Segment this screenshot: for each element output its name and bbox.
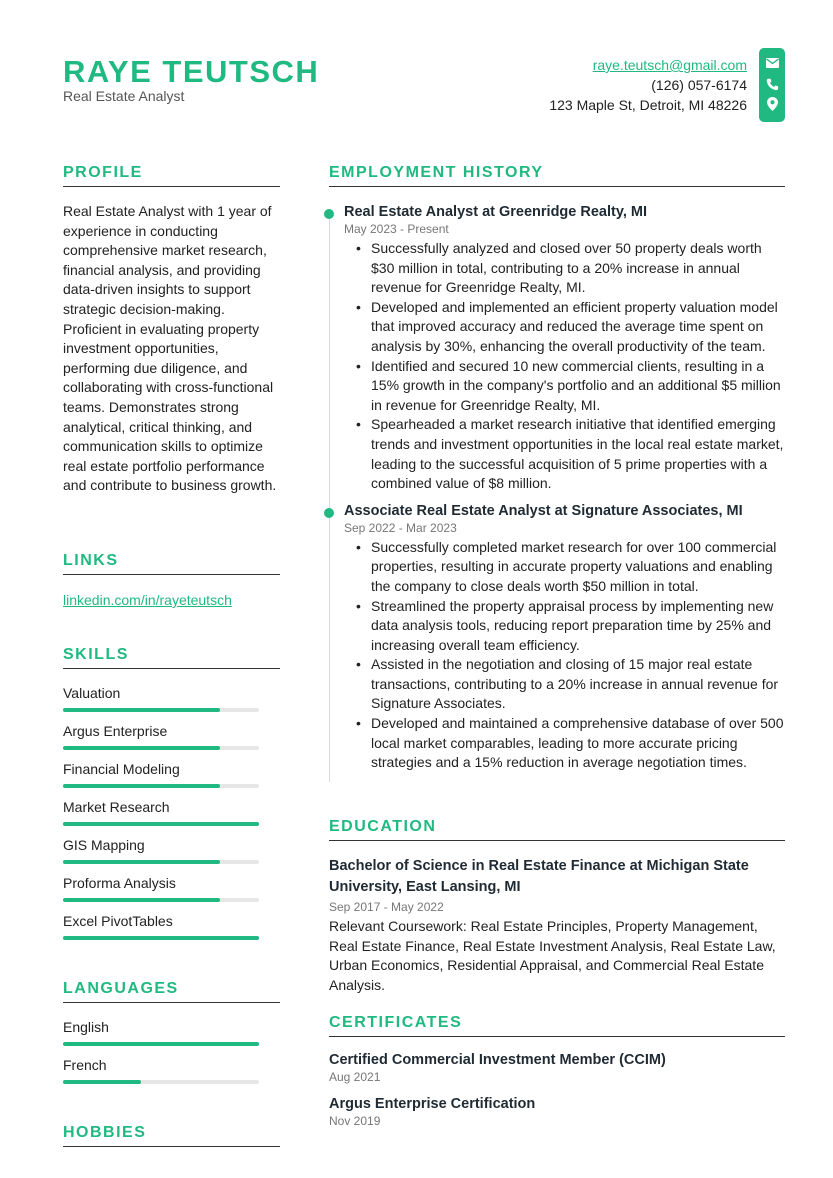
skill-label: Financial Modeling (63, 761, 180, 777)
skill-level-track (63, 708, 259, 712)
language-label: French (63, 1057, 107, 1073)
skill-label: Market Research (63, 799, 170, 815)
language-item (63, 1057, 280, 1095)
job-date: May 2023 - Present (344, 222, 449, 236)
candidate-role: Real Estate Analyst (63, 88, 185, 104)
skill-label: GIS Mapping (63, 837, 145, 853)
education-heading: EDUCATION (329, 818, 785, 841)
certificates-heading: CERTIFICATES (329, 1014, 785, 1037)
skill-level-fill (63, 746, 220, 750)
languages-section (63, 980, 280, 1095)
job-title: Associate Real Estate Analyst at Signature Associates, MI (344, 502, 743, 519)
certificate-entry (329, 1052, 785, 1084)
location-pin-icon (763, 95, 781, 113)
job-bullet: • Successfully analyzed and closed over 50 property deals worth $30 million in total, contributing to a 20% increase in annual revenue for Greenridge Realty, MI. (344, 239, 785, 298)
job-bullet: • Successfully completed market research for over 100 commercial properties, resulting in accurate property valuations and enabling the company to close deals worth $50 million in total. (344, 538, 785, 597)
job-entry (329, 503, 785, 773)
skill-level-track (63, 746, 259, 750)
skill-level-track (63, 860, 259, 864)
degree-title: Bachelor of Science in Real Estate Finance at Michigan State University, East Lansing, MI (329, 858, 749, 895)
education-date: Sep 2017 - May 2022 (329, 900, 444, 914)
skill-level-track (63, 784, 259, 788)
timeline-dot (324, 209, 334, 219)
profile-text: Real Estate Analyst with 1 year of experience in conducting comprehensive market research, financial analysis, and providing data-driven insights to support strategic decision-making. Proficient in evaluating property investment opportunities, performing due diligence, and collaborating with cross-functional teams. Demonstrates strong analytical, critical thinking, and communication skills to optimize real estate portfolio performance and contribute to business growth. (63, 203, 277, 494)
language-level-fill (63, 1042, 259, 1046)
skill-level-fill (63, 822, 259, 826)
candidate-name: RAYE TEUTSCH (63, 54, 320, 89)
language-level-fill (63, 1080, 141, 1084)
resume-header (0, 0, 833, 140)
skill-label: Proforma Analysis (63, 875, 176, 891)
profile-section (63, 164, 280, 496)
skill-item (63, 913, 280, 951)
skill-level-fill (63, 860, 220, 864)
language-label: English (63, 1019, 109, 1035)
skill-level-fill (63, 936, 259, 940)
contact-icon-bar (759, 48, 785, 122)
job-bullet: • Spearheaded a market research initiative that identified emerging trends and investment opportunities in the local real estate market, leading to the successful acquisition of 5 prime properties with a combined value of $8 million. (344, 415, 785, 493)
language-item (63, 1019, 280, 1057)
skills-section (63, 646, 280, 951)
education-section (329, 818, 785, 995)
skill-label: Valuation (63, 685, 121, 701)
skill-item (63, 875, 280, 913)
skill-item (63, 761, 280, 799)
certificates-section (329, 1014, 785, 1128)
hobbies-heading: HOBBIES (63, 1124, 280, 1147)
job-bullet: • Developed and maintained a comprehensive database of over 500 local market comparables, leading to more accurate pricing strategies and a 15% reduction in average negotiation times. (344, 714, 785, 773)
education-description: Relevant Coursework: Real Estate Principles, Property Management, Real Estate Finance, Real Estate Investment Analysis, Real Estate Law, Urban Economics, Residential Appraisal, and Commercial Real Estate Analysis. (329, 918, 776, 993)
language-level-track (63, 1080, 259, 1084)
job-bullets (344, 239, 785, 494)
skill-level-fill (63, 784, 220, 788)
job-entry (329, 204, 785, 494)
certificate-entry (329, 1096, 785, 1128)
skills-heading: SKILLS (63, 646, 280, 669)
job-bullet: • Assisted in the negotiation and closing of 15 major real estate transactions, contributing to a 20% increase in annual revenue for Signature Associates. (344, 655, 785, 714)
languages-heading: LANGUAGES (63, 980, 280, 1003)
contact-info (549, 55, 747, 115)
skill-item (63, 685, 280, 723)
skill-level-track (63, 936, 259, 940)
profile-heading: PROFILE (63, 164, 280, 187)
links-section (63, 552, 280, 608)
skill-level-fill (63, 898, 220, 902)
phone-number: (126) 057-6174 (651, 77, 747, 93)
skill-level-track (63, 822, 259, 826)
job-bullets (344, 538, 785, 773)
certificate-name: Certified Commercial Investment Member (CCIM) (329, 1052, 666, 1068)
phone-icon (763, 75, 781, 93)
job-bullet: • Developed and implemented an efficient property valuation model that improved accuracy and reduced the average time spent on analysis by 30%, enhancing the overall productivity of the team. (344, 298, 785, 357)
envelope-icon (763, 54, 781, 72)
job-title: Real Estate Analyst at Greenridge Realty, MI (344, 204, 647, 220)
skill-item (63, 799, 280, 837)
certificate-name: Argus Enterprise Certification (329, 1096, 536, 1112)
skill-label: Argus Enterprise (63, 723, 168, 739)
skills-list (63, 685, 280, 951)
hobbies-section (63, 1124, 280, 1147)
timeline-dot (324, 508, 334, 518)
linkedin-link[interactable]: linkedin.com/in/rayeteutsch (63, 592, 232, 608)
job-bullet: • Identified and secured 10 new commercial clients, resulting in a 15% growth in the company's portfolio and an additional $5 million in revenue for Greenridge Realty, MI. (344, 357, 785, 416)
job-date: Sep 2022 - Mar 2023 (344, 520, 457, 535)
employment-heading: EMPLOYMENT HISTORY (329, 164, 785, 187)
certificate-date: Nov 2019 (329, 1114, 381, 1128)
address: 123 Maple St, Detroit, MI 48226 (549, 97, 747, 113)
skill-label: Excel PivotTables (63, 913, 173, 929)
language-level-track (63, 1042, 259, 1046)
email-link[interactable]: raye.teutsch@gmail.com (592, 57, 747, 73)
skill-level-fill (63, 708, 220, 712)
skill-level-track (63, 898, 259, 902)
links-heading: LINKS (63, 552, 280, 575)
skill-item (63, 723, 280, 761)
employment-section (329, 164, 785, 773)
languages-list (63, 1019, 280, 1095)
skill-item (63, 837, 280, 875)
job-bullet: • Streamlined the property appraisal process by implementing new data analysis tools, reducing report preparation time by 25% and increasing overall team efficiency. (344, 597, 785, 656)
certificate-date: Aug 2021 (329, 1070, 381, 1084)
